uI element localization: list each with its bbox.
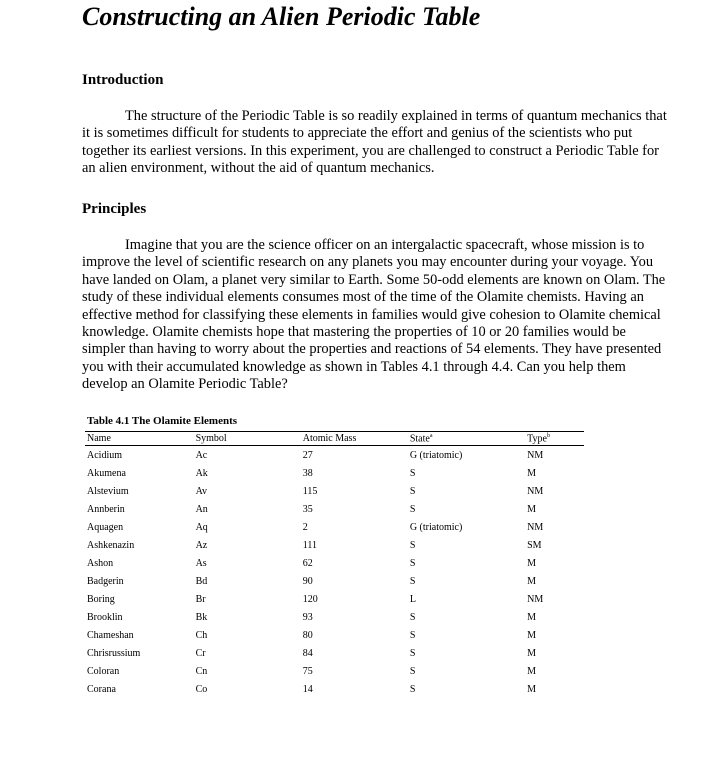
state-cell: S: [409, 485, 416, 497]
state-cell: S: [409, 683, 416, 695]
element-symbol-cell: Ac: [195, 449, 208, 461]
element-name-cell: Akumena: [87, 467, 126, 479]
type-cell: M: [527, 503, 536, 515]
element-symbol-cell: Co: [195, 683, 208, 695]
type-cell: M: [527, 557, 536, 569]
atomic-mass-cell: 38: [302, 467, 313, 479]
element-symbol-cell: As: [195, 557, 207, 569]
principles-paragraph: Imagine that you are the science officer on an intergalactic spacecraft, whose mission is to improve the level of scientific research on any planets you may encounter during your voyage. You have landed on Olam, a planet very similar to Earth. Some 50-odd elements are known on Olam. The study of these individual elements consumes most of the time of the Olamite chemists. Having an effective method for classifying these elements in families would give cohesion to Olamite chemical knowledge. Olamite chemists hope that mastering the properties of 10 or 20 families would be simpler than having to worry about the properties and reactions of 54 elements. They have presented you with their accumulated knowledge as shown in Tables 4.1 through 4.4. Can you help them develop an Olamite Periodic Table?: [82, 237, 666, 393]
table-row: [85, 518, 584, 536]
element-name-cell: Chameshan: [87, 629, 134, 641]
state-cell: S: [409, 665, 416, 677]
type-cell: SM: [527, 539, 542, 551]
table-row: [85, 446, 584, 465]
state-cell: S: [409, 611, 416, 623]
element-symbol-cell: Cr: [195, 647, 206, 659]
type-cell: NM: [527, 593, 544, 605]
state-cell: S: [409, 575, 416, 587]
state-cell: S: [409, 467, 416, 479]
element-name-cell: Alstevium: [87, 485, 129, 497]
atomic-mass-cell: 84: [302, 647, 313, 659]
atomic-mass-cell: 93: [302, 611, 313, 623]
page-title: Constructing an Alien Periodic Table: [82, 2, 481, 31]
table-header-row: [85, 432, 584, 446]
table-row: [85, 536, 584, 554]
table-row: [85, 626, 584, 644]
element-symbol-cell: An: [195, 503, 208, 515]
element-symbol-cell: Aq: [195, 521, 208, 533]
table-row: [85, 572, 584, 590]
atomic-mass-cell: 90: [302, 575, 313, 587]
type-cell: M: [527, 575, 536, 587]
atomic-mass-cell: 115: [302, 485, 318, 497]
type-cell: NM: [527, 485, 544, 497]
type-cell: M: [527, 665, 536, 677]
introduction-heading: Introduction: [82, 72, 164, 88]
atomic-mass-cell: 62: [302, 557, 313, 569]
type-cell: M: [527, 647, 536, 659]
state-cell: S: [409, 557, 416, 569]
atomic-mass-cell: 2: [302, 521, 308, 533]
atomic-mass-cell: 35: [302, 503, 313, 515]
type-header-label: Type: [527, 433, 547, 445]
state-cell: G (triatomic): [409, 521, 463, 533]
element-name-cell: Chrisrussium: [87, 647, 141, 659]
col-header-state: [408, 432, 525, 446]
element-name-cell: Ashon: [87, 557, 114, 569]
table-row: [85, 608, 584, 626]
element-name-cell: Badgerin: [87, 575, 124, 587]
table-row: [85, 464, 584, 482]
introduction-paragraph: The structure of the Periodic Table is so readily explained in terms of quantum mechanics that it is sometimes difficult for students to appreciate the effort and genius of the scientists who put together its earliest versions. In this experiment, you are challenged to construct a Periodic Table for an alien environment, without the aid of quantum mechanics.: [82, 108, 667, 177]
state-cell: S: [409, 503, 416, 515]
state-header-label: State: [409, 433, 430, 445]
element-symbol-cell: Ch: [195, 629, 208, 641]
element-name-cell: Annberin: [87, 503, 125, 515]
atomic-mass-cell: 27: [302, 449, 313, 461]
element-symbol-cell: Bd: [195, 575, 208, 587]
table-row: [85, 590, 584, 608]
table-row: [85, 680, 584, 698]
atomic-mass-cell: 75: [302, 665, 313, 677]
col-header-type: [525, 432, 584, 446]
element-symbol-cell: Cn: [195, 665, 208, 677]
state-cell: G (triatomic): [409, 449, 463, 461]
table-row: [85, 500, 584, 518]
table-caption: Table 4.1 The Olamite Elements: [87, 415, 238, 427]
type-cell: M: [527, 611, 536, 623]
table-row: [85, 482, 584, 500]
element-symbol-cell: Av: [195, 485, 208, 497]
state-cell: L: [409, 593, 416, 605]
table-row: [85, 554, 584, 572]
element-name-cell: Brooklin: [87, 611, 123, 623]
state-footnote-mark: a: [429, 432, 433, 439]
element-name-cell: Corana: [87, 683, 116, 695]
element-name-cell: Acidium: [87, 449, 122, 461]
element-name-cell: Coloran: [87, 665, 120, 677]
atomic-mass-cell: 14: [302, 683, 313, 695]
element-symbol-cell: Bk: [195, 611, 208, 623]
type-cell: M: [527, 683, 536, 695]
type-cell: M: [527, 629, 536, 641]
state-cell: S: [409, 629, 416, 641]
table-row: [85, 662, 584, 680]
type-cell: NM: [527, 449, 544, 461]
atomic-mass-cell: 120: [302, 593, 318, 605]
type-cell: M: [527, 467, 536, 479]
element-name-cell: Ashkenazin: [87, 539, 135, 551]
col-header-atomic-mass: Atomic Mass: [301, 432, 408, 446]
state-cell: S: [409, 539, 416, 551]
type-footnote-mark: b: [546, 432, 550, 439]
atomic-mass-cell: 111: [302, 539, 317, 551]
element-name-cell: Boring: [87, 593, 115, 605]
col-header-name: Name: [85, 432, 194, 446]
table-row: [85, 644, 584, 662]
atomic-mass-cell: 80: [302, 629, 313, 641]
element-symbol-cell: Az: [195, 539, 208, 551]
element-symbol-cell: Ak: [195, 467, 208, 479]
type-cell: NM: [527, 521, 544, 533]
state-cell: S: [409, 647, 416, 659]
principles-heading: Principles: [82, 201, 147, 217]
element-symbol-cell: Br: [195, 593, 206, 605]
col-header-symbol: Symbol: [194, 432, 301, 446]
elements-table: [85, 431, 584, 698]
element-name-cell: Aquagen: [87, 521, 124, 533]
